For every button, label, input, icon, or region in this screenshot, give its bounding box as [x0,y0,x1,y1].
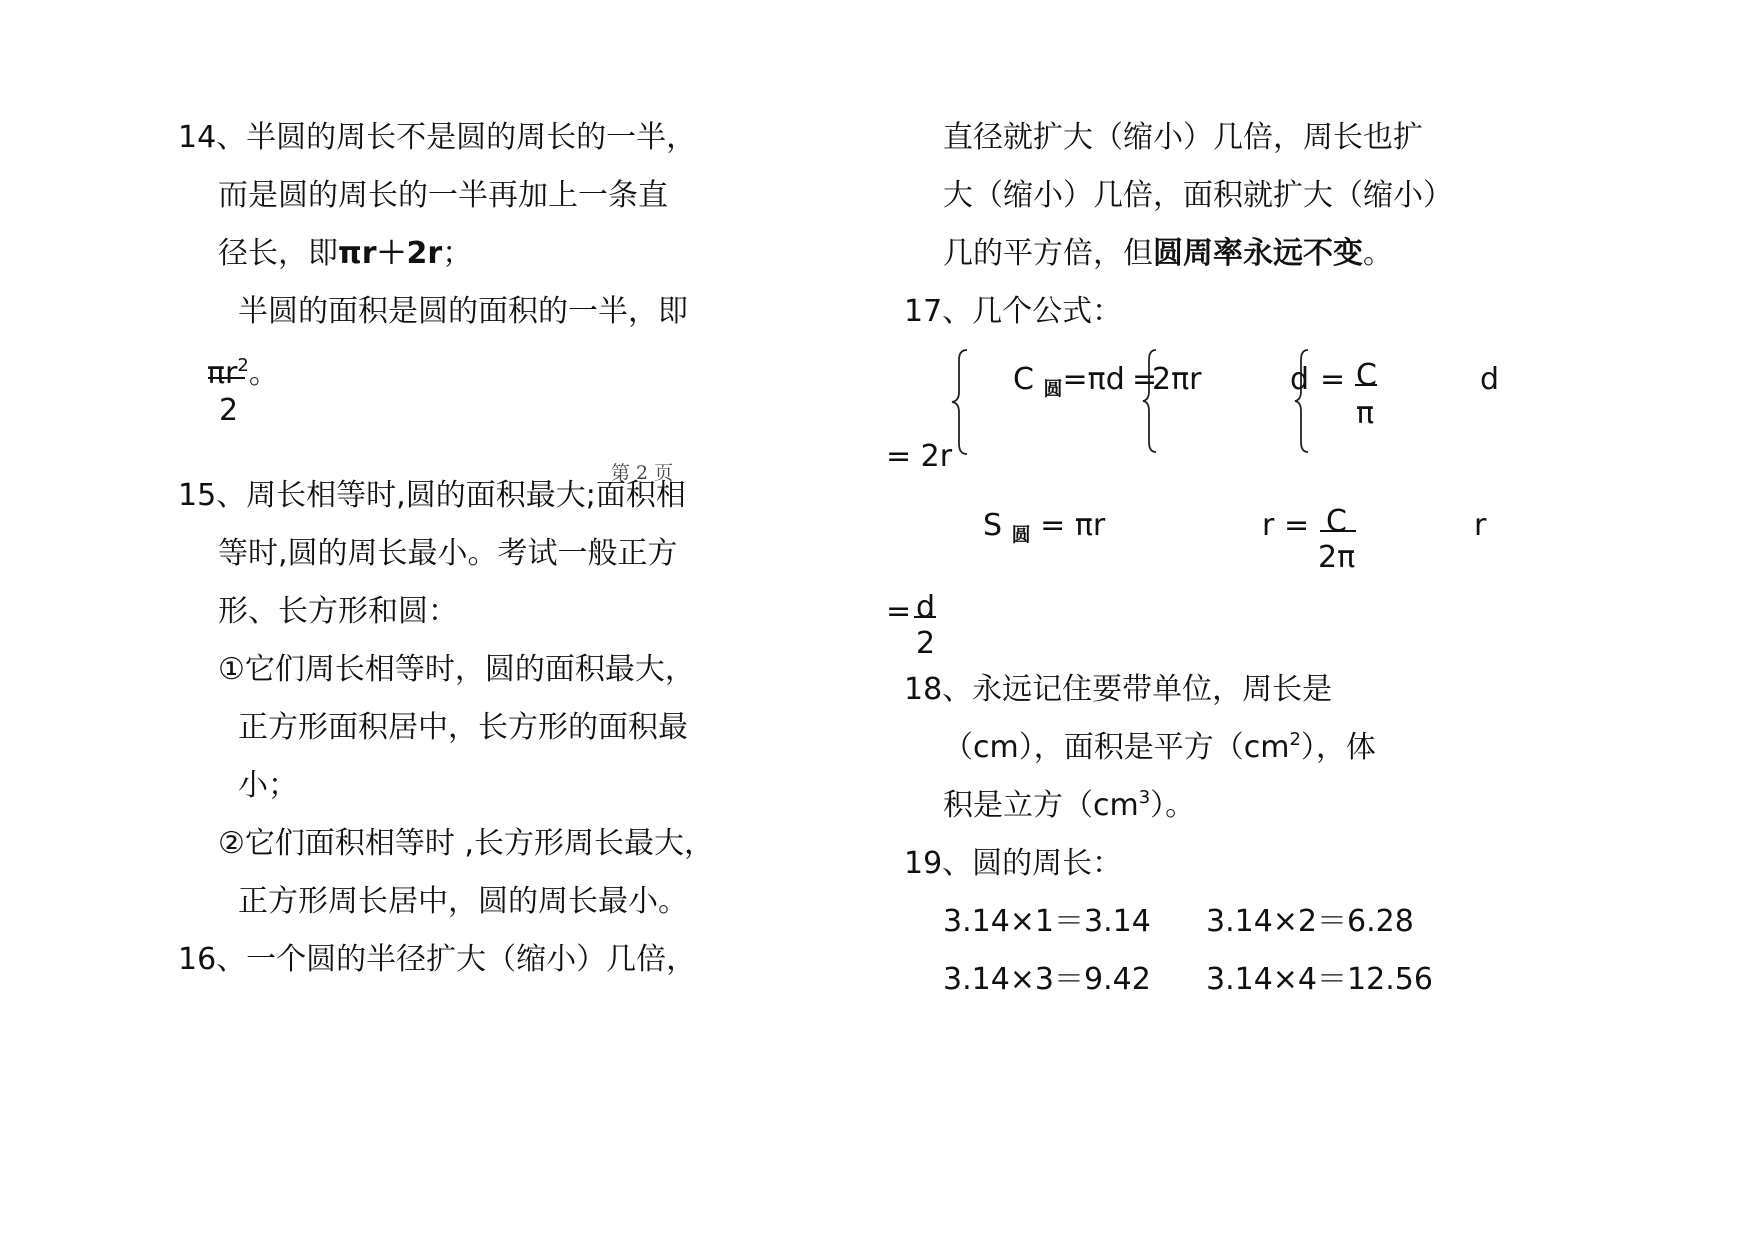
item16-cont-line3 [943,236,1393,272]
d-right: d [1480,362,1500,397]
eq-d: = [886,594,912,629]
c-2pir: 2πr [1152,362,1202,397]
item14-line4: 半圆的面积是圆的面积的一半，即 [238,294,688,329]
d-den: π [1356,396,1375,431]
item15-line1: 15、周长相等时,圆的面积最大;面积相 [178,478,686,513]
item18-line3-b: ）。 [1150,788,1196,823]
item15-point2-line2: 正方形周长居中，圆的周长最小。 [238,884,688,919]
eq-sign: = [1132,362,1158,397]
area-formula [983,508,1105,547]
frac-end: 。 [248,356,279,391]
item16-line1: 16、一个圆的半径扩大（缩小）几倍， [178,942,697,977]
calc-item: 3.14×2＝6.28 [1206,904,1414,939]
item18-line3-a: 积是立方（cm [943,788,1139,823]
r-label: r [1262,508,1275,543]
item18-line3-sup: 3 [1138,787,1151,808]
item15-point1-line2: 正方形面积居中，长方形的面积最 [238,710,688,745]
item15-point1-line1: ①它们周长相等时，圆的面积最大， [218,652,695,687]
semicircle-area-denominator: 2 [219,393,239,428]
pi-constant-note: 圆周率永远不变 [1153,236,1363,271]
c-sub: 圆 [1043,378,1063,400]
item16-cont-line1: 直径就扩大（缩小）几倍，周长也扩 [943,120,1423,155]
calc-item: 3.14×1＝3.14 [943,904,1151,939]
eq-d-fraction-bar [914,616,936,618]
eq-d-den: 2 [916,626,936,661]
circumference-formula [1013,362,1125,401]
item15-point2-line1: ②它们面积相等时 ,长方形周长最大， [218,826,714,861]
item17-heading: 17、几个公式： [904,294,1123,329]
item16-cont-line3-text: 几的平方倍，但 [943,236,1153,271]
frac-sup: 2 [237,355,249,376]
d-label: d [1290,362,1310,397]
item16-cont-line2: 大（缩小）几倍，面积就扩大（缩小） [943,178,1453,213]
item18-line2-b: ），体 [1300,730,1376,765]
item16-cont-line3-end: 。 [1363,236,1393,271]
s-rest: = πr [1040,508,1106,543]
eq-2r: = 2r [886,439,953,474]
item14-line3 [218,236,472,272]
frac-num: πr [207,356,238,391]
item18-line2-a: （cm），面积是平方（cm [943,730,1290,765]
d-fraction-bar [1355,384,1377,386]
item15-line3: 形、长方形和圆： [218,594,458,629]
calc-item: 3.14×4＝12.56 [1206,962,1433,997]
c-label: C [1013,362,1034,397]
d-num: C [1356,358,1377,393]
semicircle-perimeter-formula: πr＋2r [338,236,443,271]
r-right: r [1474,508,1487,543]
item15-line2: 等时,圆的周长最小。考试一般正方 [218,536,678,571]
r-eq: = [1284,508,1310,543]
item18-line3 [943,788,1195,828]
eq-d-num: d [916,590,936,625]
s-label: S [983,508,1003,543]
s-sub: 圆 [1011,524,1031,546]
page-number: 第 2 页 [611,462,674,484]
r-fraction-bar [1320,530,1356,532]
item14-line1: 14、半圆的周长不是圆的周长的一半， [178,120,697,155]
item15-point1-line3: 小； [238,768,298,803]
r-num: C [1326,504,1347,539]
item14-line3-end: ； [442,236,473,271]
calc-item: 3.14×3＝9.42 [943,962,1151,997]
item19-heading: 19、圆的周长： [904,846,1123,881]
d-eq: = [1320,362,1346,397]
item14-line2: 而是圆的周长的一半再加上一条直 [218,178,668,213]
c-rest: =πd [1062,362,1125,397]
item14-line3-text: 径长，即 [218,236,338,271]
r-den: 2π [1318,540,1356,575]
item18-line2-sup: 2 [1289,729,1301,750]
item18-line1: 18、永远记住要带单位，周长是 [904,672,1333,707]
item18-line2 [943,730,1376,770]
semicircle-area-numerator [207,356,279,396]
fraction-bar [208,377,245,379]
